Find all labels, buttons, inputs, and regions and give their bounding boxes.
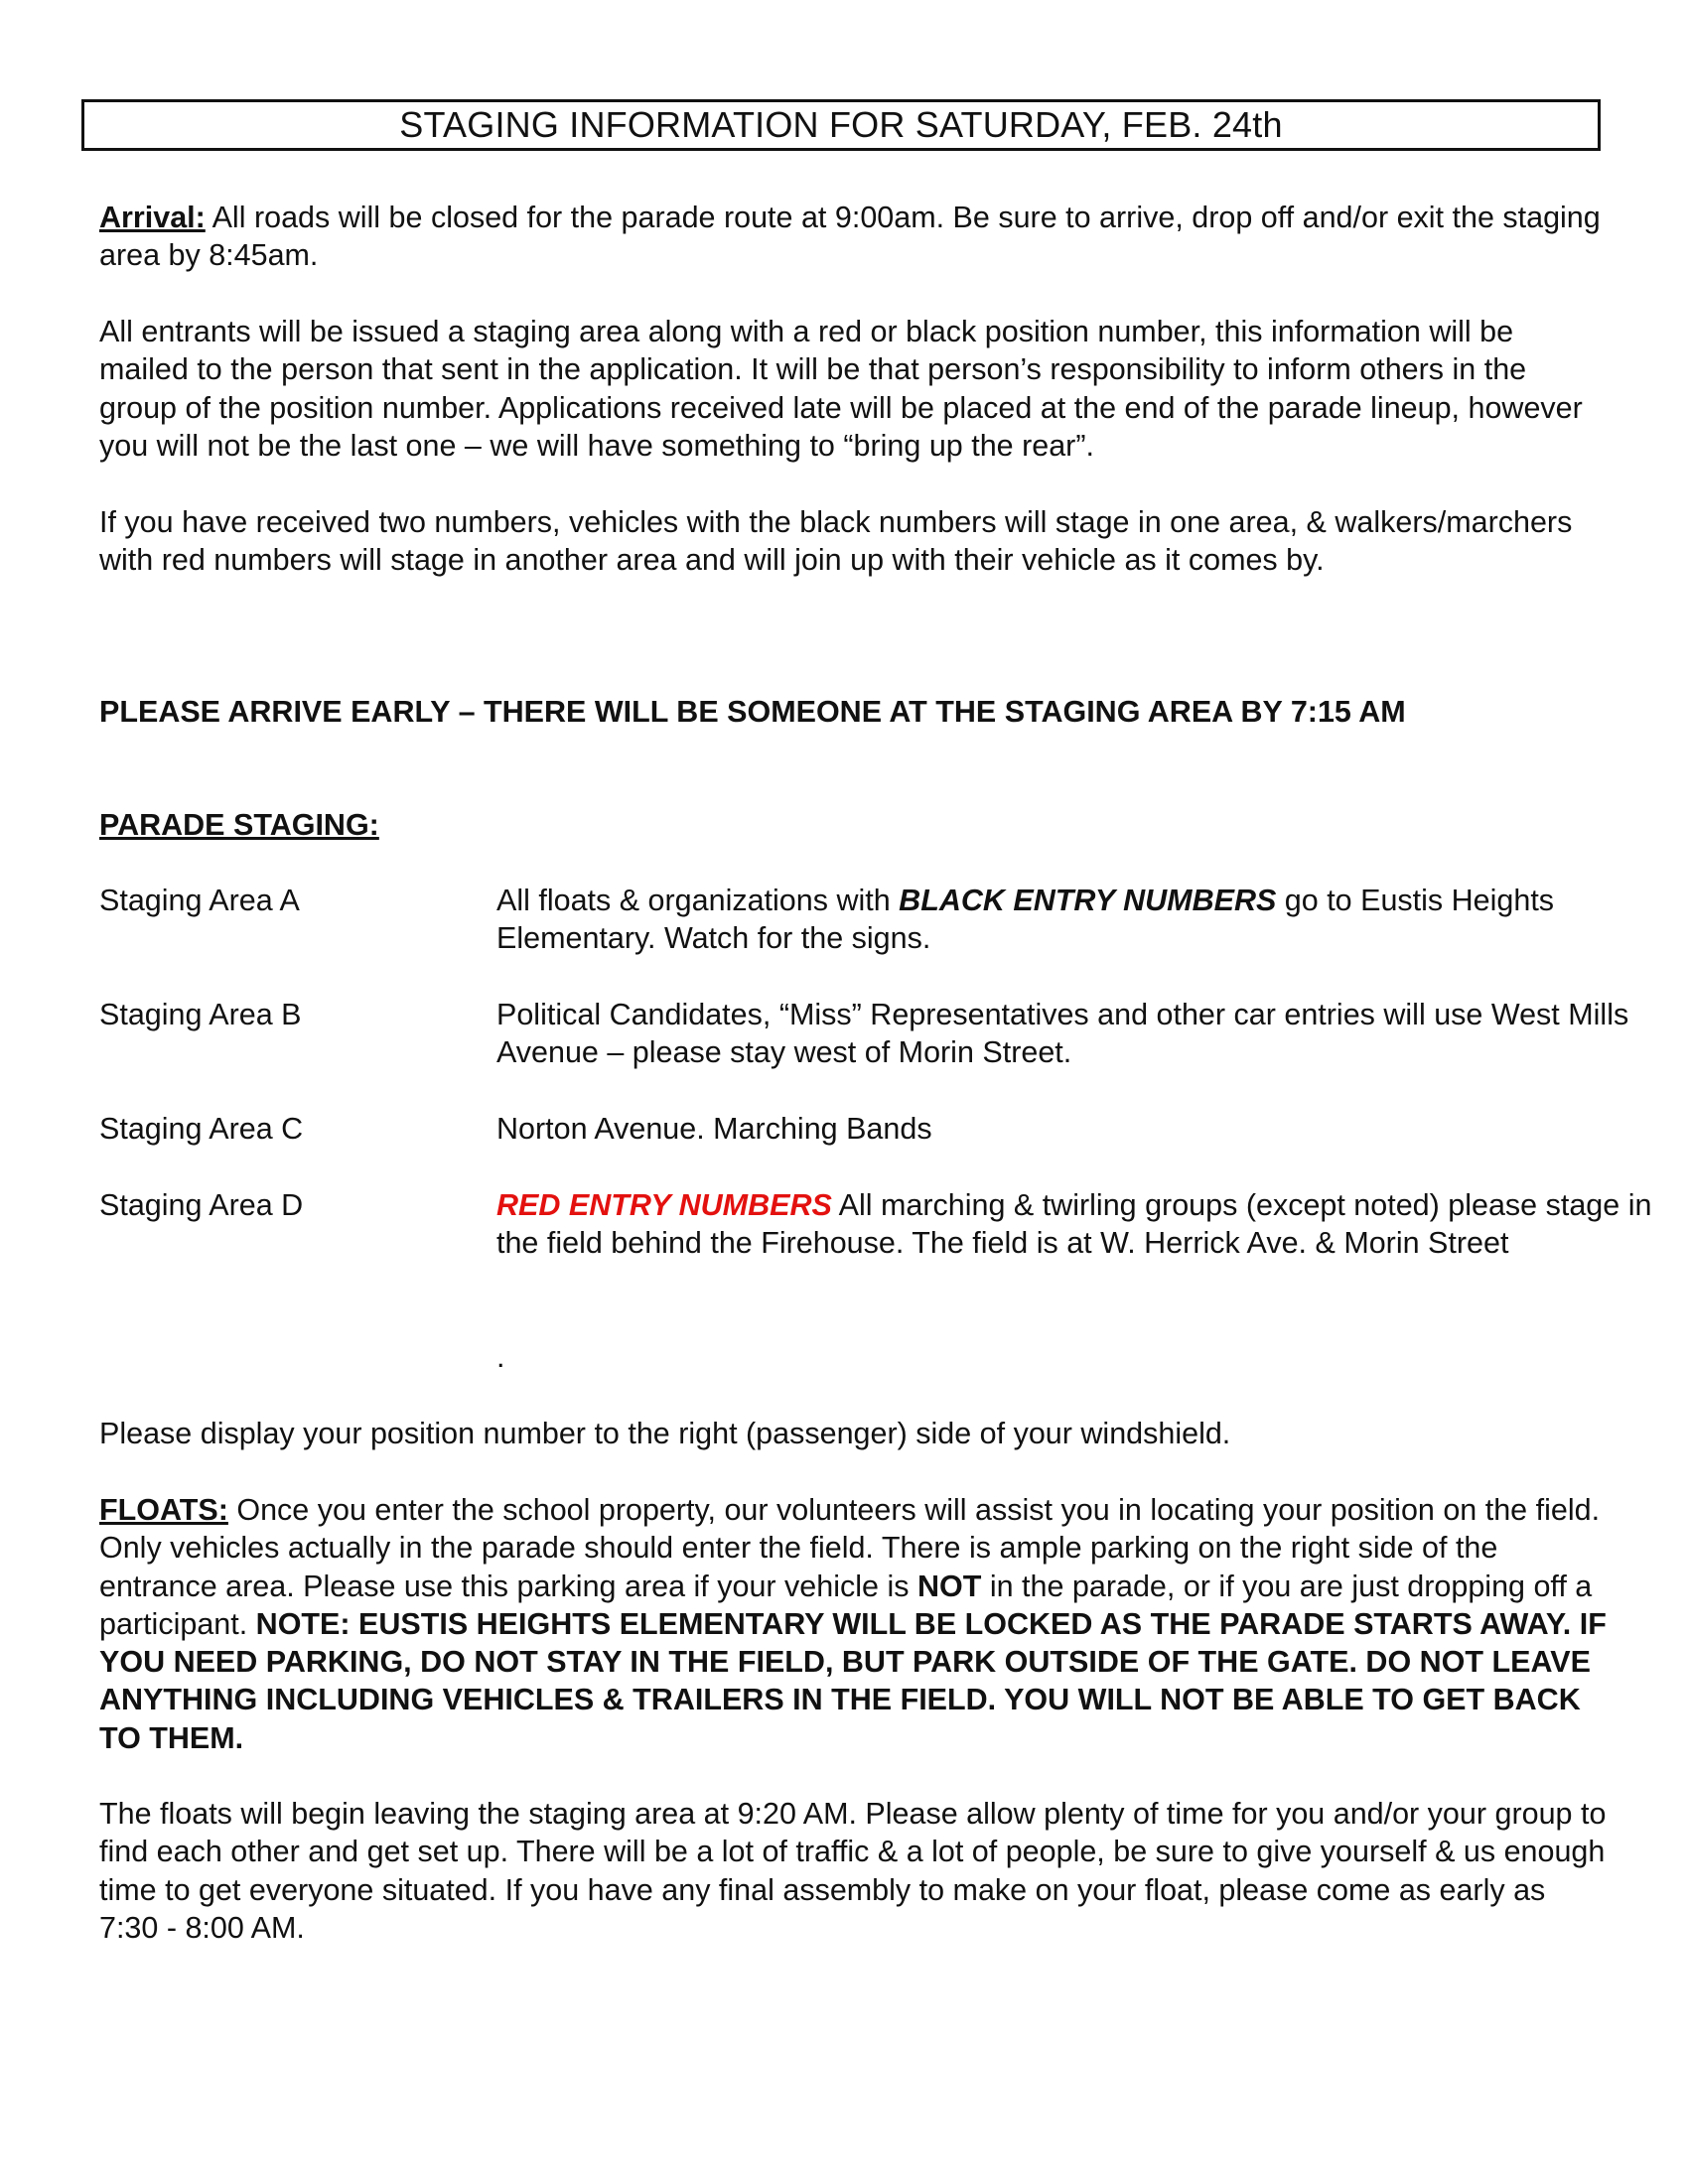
parade-staging-heading-text: PARADE STAGING:: [99, 808, 379, 842]
display-number-paragraph: Please display your position number to the right (passenger) side of your windshield.: [99, 1417, 1231, 1450]
staging-area-a-text-post: go to Eustis Heights Elementary. Watch for the signs.: [496, 884, 1555, 956]
floats-text-1: Once you enter the school property, our volunteers will assist you in locating your position on the field. Only vehicles actually in the parade should enter the field. There is ample parking on the right side of the entrance area. Please use this parking area if your vehicle is: [99, 1493, 1601, 1603]
staging-area-d-label: Staging Area D: [99, 1188, 304, 1222]
floats-text-2: in the parade, or if you are just dropping off a participant.: [99, 1569, 1593, 1641]
staging-area-d-description: [496, 1186, 1688, 1263]
staging-area-c-label: Staging Area C: [99, 1112, 304, 1146]
arrival-text: All roads will be closed for the parade route at 9:00am. Be sure to arrive, drop off and/or exit the staging area by 8:45am.: [99, 201, 1601, 273]
final-paragraph: The floats will begin leaving the staging area at 9:20 AM. Please allow plenty of time for you and/or your group to find each other and get set up. There will be a lot of traffic & a lot of people, be sure to give yourself & us enough time to get everyone situated. If you have any final assembly to make on your float, please come as early as 7:30 - 8:00 AM.: [99, 1797, 1607, 1945]
staging-area-d-text: All marching & twirling groups (except noted) please stage in the field behind the Firehouse. The field is at W. Herrick Ave. & Morin Street: [496, 1188, 1652, 1261]
stray-mark: .: [496, 1340, 505, 1374]
black-entry-numbers-emphasis: BLACK ENTRY NUMBERS: [899, 884, 1277, 917]
staging-area-a-text-pre: All floats & organizations with: [496, 884, 900, 917]
arrive-early-notice: PLEASE ARRIVE EARLY – THERE WILL BE SOMEONE AT THE STAGING AREA BY 7:15 AM: [99, 695, 1406, 729]
staging-area-a-label: Staging Area A: [99, 884, 300, 917]
floats-label: FLOATS:: [99, 1493, 228, 1527]
parade-staging-heading: [99, 806, 1609, 844]
page-title: [81, 99, 1601, 151]
staging-area-a-description: [496, 882, 1688, 958]
floats-paragraph: [99, 1491, 1609, 1757]
page-title-text: STAGING INFORMATION FOR SATURDAY, FEB. 24th: [399, 104, 1283, 145]
staging-area-c-description: Norton Avenue. Marching Bands: [496, 1112, 932, 1146]
staging-area-b-description: Political Candidates, “Miss” Representatives and other car entries will use West Mills Avenue – please stay west of Morin Street.: [496, 998, 1629, 1070]
floats-not-emphasis: NOT: [916, 1569, 982, 1603]
two-numbers-paragraph: If you have received two numbers, vehicles with the black numbers will stage in one area, & walkers/marchers with red numbers will stage in another area and will join up with their vehicle as it comes by.: [99, 505, 1573, 578]
staging-area-b-label: Staging Area B: [99, 998, 302, 1031]
arrival-paragraph: [99, 199, 1609, 275]
entrants-paragraph: All entrants will be issued a staging area along with a red or black position number, this information will be mailed to the person that sent in the application. It will be that person’s responsibility to inform others in the group of the position number. Applications received late will be placed at the end of the parade lineup, however you will not be the last one – we will have something to “bring up the rear”.: [99, 315, 1583, 463]
arrival-label: Arrival:: [99, 201, 206, 234]
red-entry-numbers-emphasis: RED ENTRY NUMBERS: [496, 1188, 832, 1222]
floats-note: NOTE: EUSTIS HEIGHTS ELEMENTARY WILL BE LOCKED AS THE PARADE STARTS AWAY. IF YOU NEED PARKING, DO NOT STAY IN THE FIELD, BUT PARK OUTSIDE OF THE GATE. DO NOT LEAVE ANYTHING INCLUDING VEHICLES & TRAILERS IN THE FIELD. YOU WILL NOT BE ABLE TO GET BACK TO THEM.: [99, 1606, 1607, 1755]
